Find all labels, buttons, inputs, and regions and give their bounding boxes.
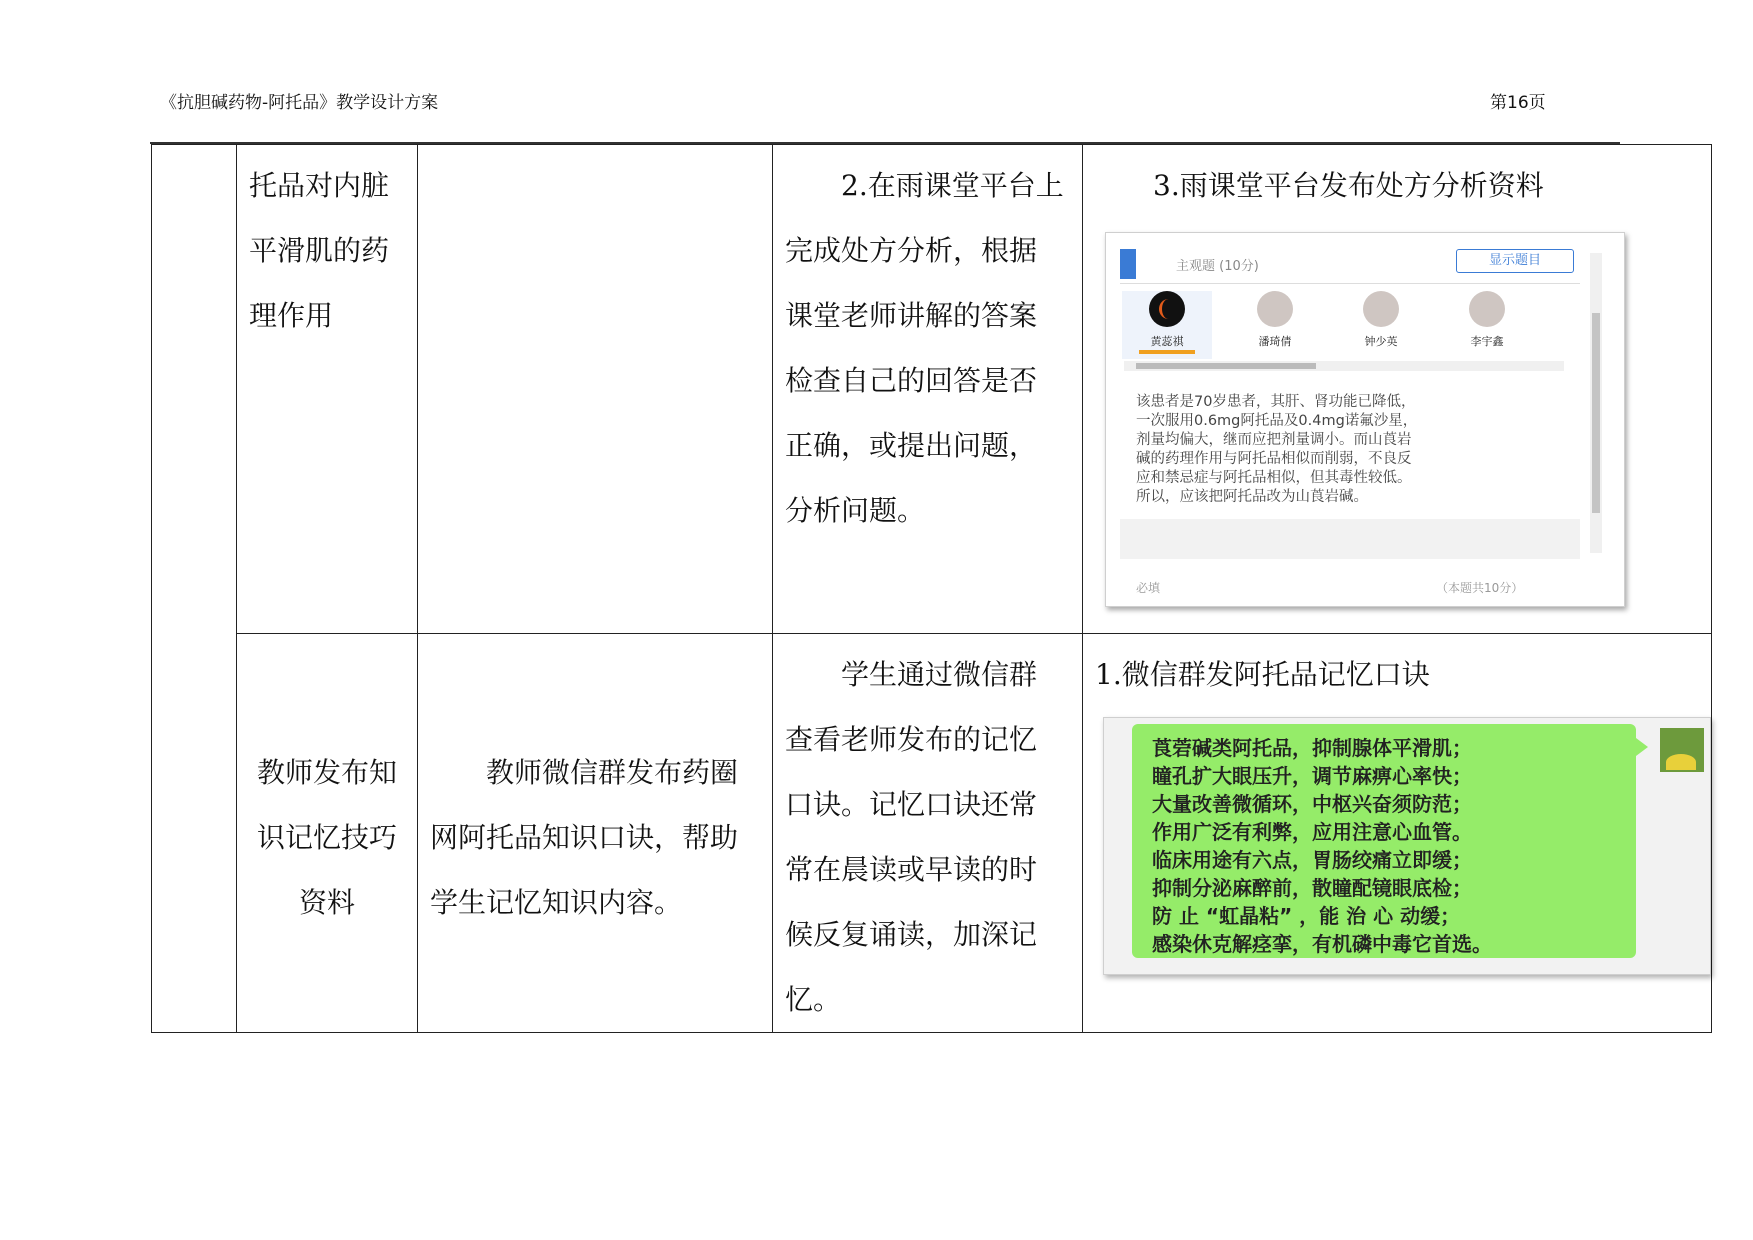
student-name: 李宇鑫 xyxy=(1470,335,1504,348)
student-item[interactable] xyxy=(1442,291,1532,349)
verse-line: 感染休克解痉挛，有机磷中毒它首选。 xyxy=(1152,932,1492,956)
rain-classroom-screenshot xyxy=(1105,232,1625,607)
text-line: 完成处方分析，根据 xyxy=(785,234,1038,267)
question-title: 主观题 (10分) xyxy=(1176,259,1259,274)
verse-line: 抑制分泌麻醉前，散瞳配镜眼底检； xyxy=(1152,876,1472,900)
text-line: 常在晨读或早读的时 xyxy=(785,853,1038,886)
text-line: 学生通过微信群 xyxy=(841,658,1038,691)
stage-cell xyxy=(152,145,237,1033)
text-line: 托品对内脏 xyxy=(249,169,390,202)
resources-cell xyxy=(1083,145,1712,634)
text-line: 教师微信群发布药圈 xyxy=(486,756,739,789)
content-cell xyxy=(237,634,418,1033)
score-label: （本题共10分） xyxy=(1436,581,1524,595)
answer-line: 该患者是70岁患者，其肝、肾功能已降低， xyxy=(1136,394,1416,410)
vertical-scrollbar[interactable] xyxy=(1590,253,1602,553)
avatar xyxy=(1469,291,1505,327)
chat-bubble xyxy=(1132,724,1636,958)
text-line: 查看老师发布的记忆 xyxy=(785,723,1038,756)
student-item[interactable] xyxy=(1122,291,1212,359)
student-activity-cell xyxy=(773,145,1083,634)
text-line: 平滑肌的药 xyxy=(249,234,390,267)
comment-area[interactable] xyxy=(1120,519,1580,559)
teacher-activity-cell xyxy=(418,145,773,634)
avatar xyxy=(1149,291,1185,327)
table-row xyxy=(152,145,1712,634)
verse-line: 防 止 “虹晶粘” ，能 治 心 动缓； xyxy=(1152,904,1461,928)
resource-title: 1.微信群发阿托品记忆口诀 xyxy=(1095,658,1430,691)
answer-text xyxy=(1136,393,1566,507)
text-line: 检查自己的回答是否 xyxy=(785,364,1038,397)
sender-avatar xyxy=(1660,728,1704,772)
student-name: 潘琦倩 xyxy=(1258,335,1292,348)
text-line: 候反复诵读，加深记 xyxy=(785,918,1038,951)
text-line: 课堂老师讲解的答案 xyxy=(785,299,1038,332)
avatar xyxy=(1257,291,1293,327)
selected-indicator xyxy=(1139,350,1195,354)
verse-line: 大量改善微循环，中枢兴奋须防范； xyxy=(1152,792,1472,816)
answer-line: 应和禁忌症与阿托品相似，但其毒性较低。 xyxy=(1136,470,1412,486)
required-label: 必填 xyxy=(1136,581,1161,595)
text-line: 学生记忆知识内容。 xyxy=(430,886,683,919)
student-item[interactable] xyxy=(1230,291,1320,349)
verse-line: 作用广泛有利弊，应用注意心血管。 xyxy=(1152,820,1472,844)
teacher-activity-text xyxy=(418,145,772,153)
student-name: 黄蕊祺 xyxy=(1150,335,1184,348)
verse-line: 临床用途有六点，胃肠绞痛立即缓； xyxy=(1152,848,1472,872)
text-line: 口诀。记忆口诀还常 xyxy=(785,788,1038,821)
answer-line: 剂量均偏大，继而应把剂量调小。而山莨岩 xyxy=(1136,432,1412,448)
resources-cell xyxy=(1083,634,1712,1033)
answer-line: 一次服用0.6mg阿托品及0.4mg诺氟沙星， xyxy=(1136,413,1418,429)
text-line: 2.在雨课堂平台上 xyxy=(841,169,1064,202)
page-number: 第16页 xyxy=(1490,93,1546,113)
resource-title: 3.雨课堂平台发布处方分析资料 xyxy=(1153,169,1544,202)
wechat-screenshot xyxy=(1103,717,1711,975)
table-row xyxy=(152,634,1712,1033)
verse-line: 莨菪碱类阿托品，抑制腺体平滑肌； xyxy=(1152,736,1472,760)
student-item[interactable] xyxy=(1336,291,1426,349)
question-marker xyxy=(1120,249,1136,279)
avatar xyxy=(1363,291,1399,327)
divider xyxy=(1120,283,1580,284)
teacher-activity-cell xyxy=(418,634,773,1033)
answer-line: 所以，应该把阿托品改为山莨岩碱。 xyxy=(1136,489,1368,505)
show-question-button[interactable]: 显示题目 xyxy=(1456,249,1574,273)
text-line: 分析问题。 xyxy=(785,494,926,527)
text-line: 识记忆技巧 xyxy=(256,821,397,854)
answer-line: 碱的药理作用与阿托品相似而削弱，不良反 xyxy=(1136,451,1412,467)
text-line: 正确，或提出问题， xyxy=(785,429,1038,462)
text-line: 教师发布知 xyxy=(256,756,397,789)
text-line: 忆。 xyxy=(785,983,842,1016)
lesson-plan-table xyxy=(151,144,1712,1033)
student-name: 钟少英 xyxy=(1364,335,1398,348)
student-activity-cell xyxy=(773,634,1083,1033)
text-line: 网阿托品知识口诀，帮助 xyxy=(430,821,739,854)
text-line: 资料 xyxy=(298,886,355,919)
text-line: 理作用 xyxy=(249,299,334,332)
document-title: 《抗胆碱药物-阿托品》教学设计方案 xyxy=(160,93,439,113)
content-cell xyxy=(237,145,418,634)
horizontal-scrollbar[interactable] xyxy=(1124,361,1564,371)
verse-line: 瞳孔扩大眼压升，调节麻痹心率快； xyxy=(1152,764,1472,788)
